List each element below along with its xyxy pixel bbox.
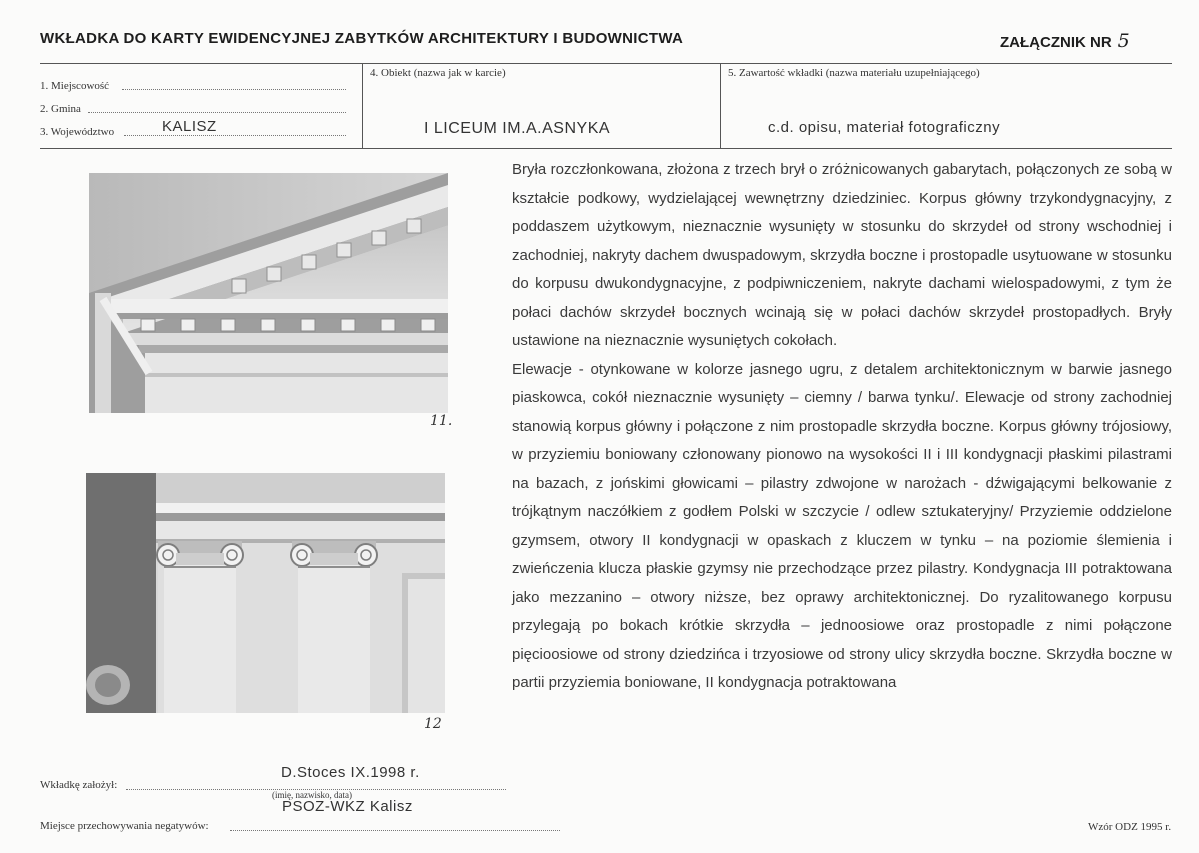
locality-label: 1. Miejscowość [40, 80, 110, 92]
institution-stamp: PSOZ-WKZ Kalisz [282, 798, 413, 815]
description-paragraph-1: Bryła rozczłonkowana, złożona z trzech brył o zróżnicowanych gabarytach, połączonych ze sobą w kształcie podkowy, wydzielającej wewnętrzny dziedziniec. Korpus główny trzykondygnacyjny, z poddaszem użytkowym, nieznacznie wysunięty w stosunku do skrzydeł od strony wschodniej i zachodniej, nakryty dachem dwuspadowym, skrzydła boczne i prostopadle usytuowane w stosunku do korpusu dwukondygnacyjne, z podpiwniczeniem, nakryte dachami wielospadowymi, z tym że połaci dachów skrzydeł bocznych wcinają się w połaci dachów skrzydeł prostopadłych. Bryły ustawione na nieznacznie wysuniętych cokołach. [512, 161, 1172, 349]
author-value: D.Stoces IX.1998 r. [281, 764, 420, 781]
contents-value: c.d. opisu, materiał fotograficzny [768, 119, 1001, 136]
form-top-rule [40, 63, 1172, 64]
voivodeship-value: KALISZ [162, 118, 217, 135]
photo-ionic-capitals [86, 473, 445, 713]
locality-field [122, 89, 346, 90]
negatives-label: Miejsce przechowywania negatywów: [40, 820, 209, 832]
object-label: 4. Obiekt (nazwa jak w karcie) [370, 67, 506, 79]
annex-label: ZAŁĄCZNIK NR [1000, 34, 1112, 51]
capitals-photo-image [86, 473, 445, 713]
description-paragraph-2: Elewacje - otynkowane w kolorze jasnego ugru, z detalem architektonicznym w barwie jasnego piaskowca, cokół nieznacznie wysunięty – ciemny / barwa tynku/. Elewacje od strony zachodniej stanowią korpus główny i połączone z nim prostopadle skrzydła boczne. Korpus główny trójosiowy, w przyziemiu boniowany członowany pionowo na wysokości II i III kondygnacji płaskimi pilastrami na bazach, z jońskimi głowicami – pilastry zdwojone w narożach - dźwigającymi belkowanie z trójkątnym naczółkiem z godłem Polski w szczycie / odlew sztukateryjny/ Przyziemie oddzielone gzymsem, otwory II kondygnacji w opaskach z kluczem w tynku – na poziomie ślemienia i zwieńczenia klucza płaskie gzymsy nie przechodzące przez pilastry. Kondygnacja III potraktowana jako mezzanino – otwory niższe, bez oprawy architektonicznej. Do ryzalitowanego korpusu przylegają po bokach krótkie skrzydła – jednoosiowe oraz prostopadle z nimi połączone pięcioosiowe od strony dziedzińca i trzyosiowe od strony ulicy skrzydła boczne. Skrzydła boczne w partii przyziemia boniowane, II kondygnacja potraktowana [512, 360, 1172, 691]
photo-cornice [89, 173, 448, 413]
photo-1-number: 11. [430, 413, 453, 429]
commune-label: 2. Gmina [40, 103, 81, 115]
capital-right [291, 541, 377, 713]
annex-number: 5 [1117, 30, 1130, 52]
author-label: Wkładkę założył: [40, 779, 118, 791]
cornice-photo-image [89, 173, 448, 413]
form-divider-1 [362, 63, 363, 149]
form-code: Wzór ODZ 1995 r. [1088, 821, 1172, 833]
commune-field [88, 112, 346, 113]
capital-left [157, 541, 243, 713]
contents-label: 5. Zawartość wkładki (nazwa materiału uzupełniającego) [728, 67, 980, 79]
form-title: WKŁADKA DO KARTY EWIDENCYJNEJ ZABYTKÓW ARCHITEKTURY I BUDOWNICTWA [40, 30, 684, 47]
negatives-field [230, 830, 560, 831]
photo-2-number: 12 [424, 716, 442, 732]
form-divider-2 [720, 63, 721, 149]
voivodeship-field [124, 135, 346, 136]
form-bottom-rule [40, 148, 1172, 149]
description-text [512, 156, 1172, 698]
author-hint: (imię, nazwisko, data) [272, 790, 352, 800]
voivodeship-label: 3. Województwo [40, 126, 115, 138]
object-value: I LICEUM IM.A.ASNYKA [424, 120, 611, 137]
annex-heading [1000, 30, 1130, 52]
